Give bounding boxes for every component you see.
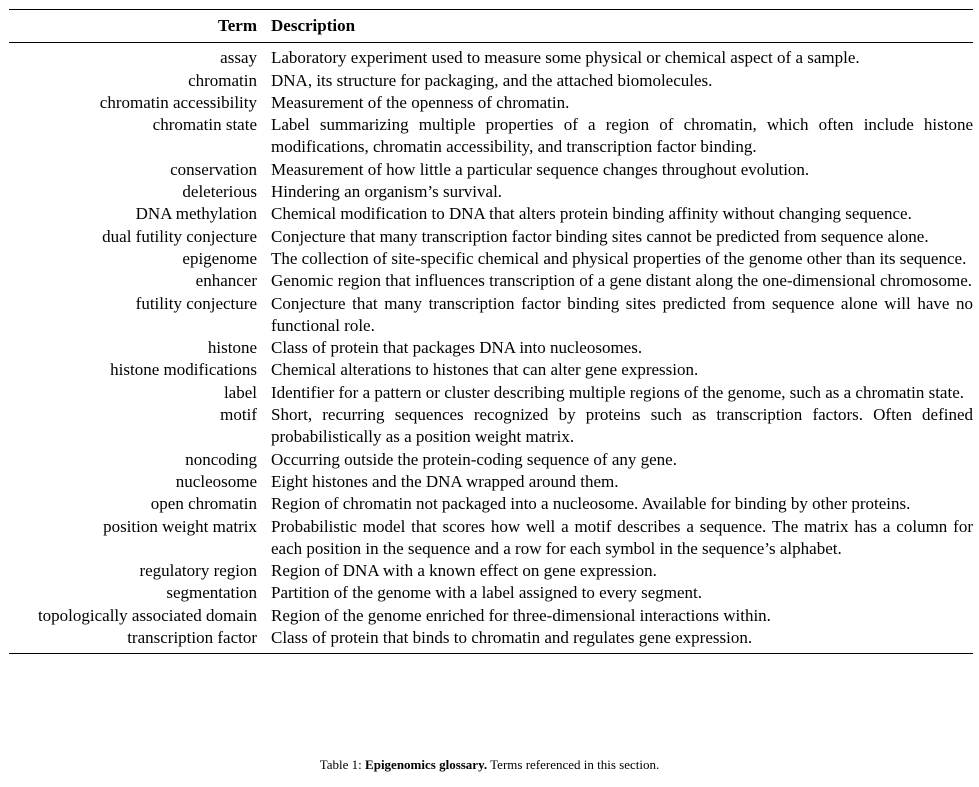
table-row [9, 248, 973, 270]
description-cell: Region of chromatin not packaged into a nucleosome. Available for binding by other proteins. [271, 494, 911, 514]
description-cell: Region of DNA with a known effect on gene expression. [271, 561, 657, 581]
term-cell: futility conjecture [135, 293, 257, 313]
table-row [9, 293, 973, 338]
description-cell: Genomic region that influences transcription of a gene distant along the one-dimensional chromosome. [271, 271, 973, 291]
term-cell: open chromatin [150, 494, 257, 514]
term-cell: assay [220, 48, 257, 68]
description-cell: Chemical alterations to histones that can alter gene expression. [271, 360, 699, 380]
description-cell: Label summarizing multiple properties of a region of chromatin, which often include histone modifications, chromatin accessibility, and transcription factor binding. [271, 115, 973, 157]
description-cell: Class of protein that packages DNA into nucleosomes. [271, 338, 643, 358]
description-cell: Conjecture that many transcription factor binding sites predicted from sequence alone will have no functional role. [271, 293, 973, 335]
description-cell: Occurring outside the protein-coding sequence of any gene. [271, 449, 677, 469]
table-row [9, 471, 973, 493]
term-cell: conservation [170, 159, 257, 179]
table-row [9, 43, 973, 69]
table-row [9, 114, 973, 159]
table-row [9, 516, 973, 561]
table-caption [0, 756, 979, 774]
caption-title: Epigenomics glossary. [365, 757, 488, 772]
table-row [9, 404, 973, 449]
table-row [9, 605, 973, 627]
term-cell: chromatin [188, 70, 257, 90]
term-cell: segmentation [166, 583, 257, 603]
table-row [9, 181, 973, 203]
table-row [9, 359, 973, 381]
table-row [9, 70, 973, 92]
table-row [9, 493, 973, 515]
description-cell: Chemical modification to DNA that alters protein binding affinity without changing sequence. [271, 204, 912, 224]
caption-label: Table 1: [319, 757, 362, 772]
description-cell: Region of the genome enriched for three-dimensional interactions within. [271, 605, 771, 625]
term-cell: label [223, 382, 257, 402]
table-row [9, 226, 973, 248]
table-row [9, 270, 973, 292]
table-row [9, 627, 973, 653]
term-cell: enhancer [195, 271, 257, 291]
description-cell: Partition of the genome with a label assigned to every segment. [271, 583, 703, 603]
description-cell: Conjecture that many transcription factor binding sites cannot be predicted from sequence alone. [271, 226, 929, 246]
term-cell: position weight matrix [103, 516, 257, 536]
table-row [9, 382, 973, 404]
table-row [9, 560, 973, 582]
table-row [9, 582, 973, 604]
table-row [9, 203, 973, 225]
term-cell: DNA methylation [135, 204, 257, 224]
glossary-grid [9, 10, 973, 42]
description-cell: Measurement of how little a particular sequence changes throughout evolution. [271, 159, 810, 179]
description-cell: Laboratory experiment used to measure some physical or chemical aspect of a sample. [271, 48, 860, 68]
description-cell: DNA, its structure for packaging, and the attached biomolecules. [271, 70, 713, 90]
description-cell: Class of protein that binds to chromatin and regulates gene expression. [271, 628, 753, 648]
table-row [9, 449, 973, 471]
term-cell: regulatory region [139, 561, 257, 581]
description-cell: Identifier for a pattern or cluster describing multiple regions of the genome, such as a chromatin state. [271, 382, 964, 402]
term-cell: noncoding [185, 449, 257, 469]
description-cell: Short, recurring sequences recognized by proteins such as transcription factors. Often defined probabilistically as a position weight matrix. [271, 405, 973, 447]
glossary-table [9, 9, 973, 654]
header-row [9, 10, 973, 42]
term-cell: chromatin accessibility [99, 92, 257, 112]
header-description: Description [271, 16, 356, 35]
term-cell: deleterious [182, 182, 257, 202]
description-cell: Eight histones and the DNA wrapped around them. [271, 471, 619, 491]
term-cell: epigenome [182, 248, 257, 268]
description-cell: Measurement of the openness of chromatin. [271, 92, 570, 112]
table-row [9, 159, 973, 181]
term-cell: topologically associated domain [37, 605, 257, 625]
term-cell: chromatin state [152, 115, 257, 135]
term-cell: dual futility conjecture [102, 226, 257, 246]
term-cell: histone [207, 338, 257, 358]
description-cell: Hindering an organism’s survival. [271, 182, 503, 202]
glossary-body [9, 43, 973, 653]
header-term: Term [217, 16, 257, 35]
table-row [9, 337, 973, 359]
term-cell: nucleosome [175, 471, 257, 491]
table-bottom-rule [9, 653, 973, 654]
term-cell: histone modifications [110, 360, 257, 380]
caption-text: Terms referenced in this section. [490, 757, 660, 772]
description-cell: The collection of site-specific chemical and physical properties of the genome other than its sequence. [271, 248, 967, 268]
term-cell: transcription factor [127, 628, 257, 648]
table-row [9, 92, 973, 114]
term-cell: motif [220, 405, 257, 425]
description-cell: Probabilistic model that scores how well a motif describes a sequence. The matrix has a column for each position in the sequence and a row for each symbol in the sequence’s alphabet. [271, 516, 973, 558]
